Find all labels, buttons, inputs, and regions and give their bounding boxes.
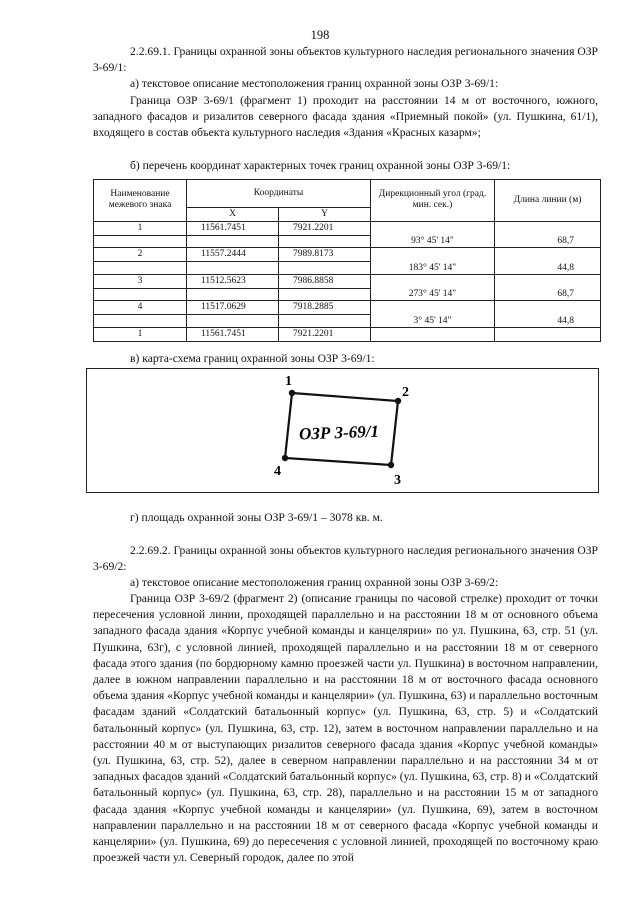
segment-length: 68,7 [495, 274, 601, 301]
point-name: 2 [94, 248, 187, 262]
header-y: Y [279, 207, 371, 221]
header-coordinates: Координаты [187, 180, 371, 208]
boundary-point-marker [282, 455, 288, 461]
section-2-item-a: а) текстовое описание местоположения границ охранной зоны ОЗР 3-69/2: [130, 576, 499, 589]
segment-angle: 273° 45' 14" [371, 274, 495, 301]
point-x: 11561.7451 [187, 328, 279, 342]
segment-length: 68,7 [495, 221, 601, 248]
boundary-point-marker [395, 398, 401, 404]
section-2-description: Граница ОЗР 3-69/2 (фрагмент 2) (описание границы по часовой стрелке) проходит от точки пересечения условной линии, проходящей параллельно и на расстоянии 18 м от основного объема западного фасада здания «Корпус учебной команды и канцелярии» по ул. Пушкина, 63, стр. 51 (ул. Пушкина, 63г), с условной линией, проходящей параллельно и на расстоянии 18 м от северного фасада этого здания (по бордюрному камню проезжей части ул. Пушкина) в восточном направлении, далее в южном направлении параллельно и на расстоянии 18 м от восточного фасада основного объема здания «Корпус учебной команды и канцелярии» (ул. Пушкина, 63) и параллельно восточным фасадам зданий «Солдатский батальонный корпус» (ул. Пушкина, 63, стр. 5) и «Солдатский батальонный корпус» (ул. Пушкина, 63, стр. 12), затем в восточном направлении параллельно и на расстоянии 40 м от выступающих ризалитов северного фасада здания «Корпус учебной команды» (ул. Пушкина, 63, стр. 52), далее в северном направлении параллельно и на расстоянии 34 м от западных фасадов зданий «Солдатский батальонный корпус» (ул. Пушкина, 63, стр. 8) и «Солдатский батальонный корпус» (ул. Пушкина, 63, стр. 28), параллельно и на расстоянии 15 м от западного фасада здания «Корпус учебной команды и канцелярии» (ул. Пушкина, 69), затем в восточном направлении параллельно и на расстоянии 18 м от северного фасада «Корпус учебной команды и канцелярии» (ул. Пушкина, 69) до пересечения с условной линией, проходящей по восточному краю проезжей части ул. Северный городок, далее по этой [93, 592, 598, 865]
segment-angle: 93° 45' 14" [371, 221, 495, 248]
boundary-point-marker [388, 462, 394, 468]
section-1-description: Граница ОЗР 3-69/1 (фрагмент 1) проходит на расстоянии 14 м от восточного, южного, западного фасадов и ризалитов северного фасада здания «Приемный покой» (ул. Пушкина, 61/1), входящего в состав объекта культурного наследия «Здания «Красных казарм»; [93, 94, 598, 140]
section-1-heading: 2.2.69.1. Границы охранной зоны объектов культурного наследия регионального значения ОЗР 3-69/1: [93, 45, 598, 75]
section-1-item-a: а) текстовое описание местоположения границ охранной зоны ОЗР 3-69/1: [130, 77, 499, 90]
segment-length: 44,8 [495, 248, 601, 275]
point-label-1: 1 [285, 374, 292, 389]
point-name: 1 [94, 328, 187, 342]
point-y: 7921.2201 [279, 221, 371, 235]
header-direction-angle: Дирекционный угол (град. мин. сек.) [371, 180, 495, 222]
section-1-item-v: в) карта-схема границ охранной зоны ОЗР 3-69/1: [130, 352, 375, 365]
point-row [94, 248, 601, 262]
point-x: 11561.7451 [187, 221, 279, 235]
point-label-3: 3 [394, 473, 401, 488]
point-name: 3 [94, 274, 187, 288]
point-y: 7986.8858 [279, 274, 371, 288]
coordinates-table [93, 179, 601, 342]
point-name: 1 [94, 221, 187, 235]
point-row [94, 301, 601, 315]
zone-label: ОЗР 3-69/1 [298, 421, 380, 444]
point-x: 11557.2444 [187, 248, 279, 262]
point-y: 7918.2885 [279, 301, 371, 315]
point-x: 11517.0629 [187, 301, 279, 315]
point-row [94, 328, 601, 342]
point-row [94, 274, 601, 288]
point-y: 7989.8173 [279, 248, 371, 262]
point-label-4: 4 [274, 464, 281, 479]
section-2-heading: 2.2.69.2. Границы охранной зоны объектов культурного наследия регионального значения ОЗР 3-69/2: [93, 544, 598, 574]
header-line-length: Длина линии (м) [495, 180, 601, 222]
point-row [94, 221, 601, 235]
segment-angle: 3° 45' 14" [371, 301, 495, 328]
zone-map-frame [86, 368, 599, 493]
section-1-item-b: б) перечень координат характерных точек границ охранной зоны ОЗР 3-69/1: [130, 159, 511, 172]
page-number: 198 [310, 28, 330, 42]
zone-map [87, 369, 600, 494]
point-x: 11512.5623 [187, 274, 279, 288]
section-1-item-g: г) площадь охранной зоны ОЗР 3-69/1 – 3078 кв. м. [130, 511, 383, 524]
boundary-point-marker [289, 390, 295, 396]
segment-length: 44,8 [495, 301, 601, 328]
header-point-name: Наименование межевого знака [94, 180, 187, 222]
point-label-2: 2 [402, 385, 409, 400]
header-x: X [187, 207, 279, 221]
segment-angle: 183° 45' 14" [371, 248, 495, 275]
point-name: 4 [94, 301, 187, 315]
point-y: 7921.2201 [279, 328, 371, 342]
